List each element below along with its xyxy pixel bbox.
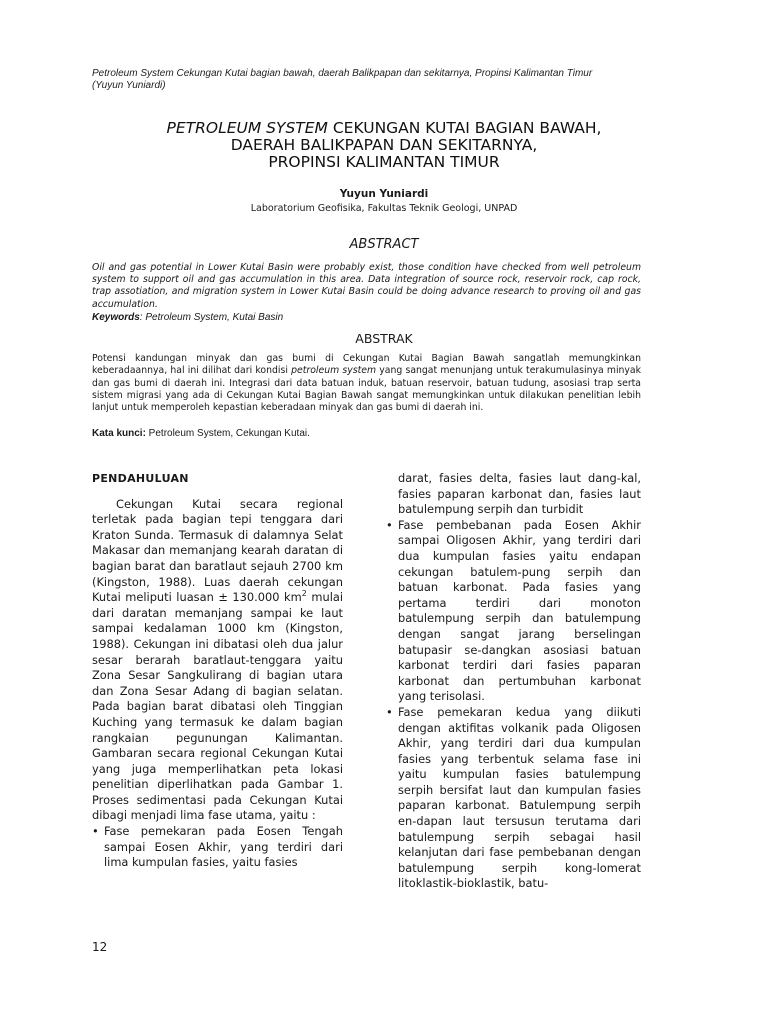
keywords-text: : Petroleum System, Kutai Basin [139,312,284,323]
abstract-text: Oil and gas potential in Lower Kutai Basin were probably exist, those condition have checked from well petroleum system to support oil and gas accumulation in this area. Data integration of source rock, reservoir rock, cap rock, trap assotiation, and migration system in Lower Kutai Basin could be doing advance research to proving oil and gas accumulation. [92,262,641,310]
bullet-1-continuation: darat, fasies delta, fasies laut dang-kal, fasies paparan karbonat dan, fasies laut batulempung serpih dan turbidit [398,471,641,517]
keywords-line [92,312,641,323]
keywords-label: Keywords [92,312,140,323]
abstrak-text [92,353,641,414]
abstrak-text-b: yang sangat menunjang untuk terakumulasinya minyak dan gas bumi di daerah ini. Integrasi dari data batuan induk, batuan reservoir, batuan tudung, asosiasi trap serta sistem migrasi yang ada di Cekungan Kutai Bagian Bawah sangat memungkinkan untuk dilakukan penelitian lebih lanjut untuk memperoleh kepastian keberadaan minyak dan gas bumi di daerah ini. [92,365,642,414]
bullet-icon: • [386,704,393,719]
bullet-item-3 [386,705,641,892]
running-header [92,68,692,92]
bullet-2-text: Fase pembebanan pada Eosen Akhir sampai Oligosen Akhir, yang terdiri dari dua kumpulan fasies yaitu endapan cekungan batulem-pung serpih dan batuan karbonat. Pada fasies yang pertama terdiri dari monoton batulempung serpih dan batulempung dengan sangat jarang berselingan batupasir se-dangkan asosiasi batuan karbonat terdiri dari fasies paparan karbonat dan pertumbuhan karbonat yang terisolasi. [398,517,641,704]
title-line2: DAERAH BALIKPAPAN DAN SEKITARNYA, [230,136,538,154]
left-column [92,471,343,871]
bullet-icon: • [386,517,393,532]
intro-paragraph [92,497,343,824]
kata-kunci-label: Kata kunci: [92,428,146,439]
intro-superscript: 2 [301,589,307,599]
running-header-line1: Petroleum System Cekungan Kutai bagian bawah, daerah Balikpapan dan sekitarnya, Propinsi Kalimantan Timur [92,68,593,79]
running-header-line2: (Yuyun Yuniardi) [92,80,166,91]
abstrak-heading: ABSTRAK [355,331,413,346]
paper-title [80,120,688,171]
abstrak-text-italic: petroleum system [291,365,377,377]
right-column [386,471,641,892]
intro-text-a: Cekungan Kutai secara regional terletak pada bagian tepi tenggara dari Kraton Sunda. Termasuk di dalamnya Selat Makasar dan memanjang kearah daratan di bagian barat dan baratlaut sejauh 2700 km (Kingston, 1988). Luas daerah cekungan Kutai meliputi luasan ± 130.000 km [92,496,343,605]
author-affiliation: Laboratorium Geofisika, Fakultas Teknik Geologi, UNPAD [250,203,518,214]
bullet-3-text: Fase pemekaran kedua yang diikuti dengan aktifitas volkanik pada Oligosen Akhir, yang terdiri dari dua kumpulan fasies yang terbentuk selama fase ini yaitu kumpulan fasies batulempung serpih bersifat laut dan kumpulan fasies paparan karbonat. Batulempung serpih en-dapan laut tersusun terutama dari batulempung serpih sebagai hasil kelanjutan dari fase pembebanan dengan batulempung serpih kong-lomerat litoklastik-bioklastik, batu- [398,704,641,891]
kata-kunci-text: Petroleum System, Cekungan Kutai. [145,428,310,439]
page-number: 12 [92,940,108,954]
bullet-item-2 [386,518,641,705]
abstrak-text-a: Potensi kandungan minyak dan gas bumi di Cekungan Kutai Bagian Bawah sangatlah memungkinkan keberadaannya, hal ini dilihat dari kondisi [92,353,641,377]
kata-kunci-line [92,428,641,439]
intro-text-b: mulai dari daratan memanjang sampai ke laut sampai kedalaman 1000 km (Kingston, 1988). Cekungan ini dibatasi oleh dua jalur sesar berarah baratlaut-tenggara yaitu Zona Sesar Sangkulirang di bagian utara dan Zona Sesar Adang di bagian selatan. Pada bagian barat dibatasi oleh Tinggian Kuching yang termasuk ke dalam bagian rangkaian pegunungan Kalimantan. Gambaran secara regional Cekungan Kutai yang juga memperlihatkan peta lokasi penelitian diperlihatkan pada Gambar 1. Proses sedimentasi pada Cekungan Kutai dibagi menjadi lima fase utama, yaitu : [92,590,344,823]
title-line3: PROPINSI KALIMANTAN TIMUR [268,153,500,171]
abstract-heading: ABSTRACT [349,237,419,252]
author-name: Yuyun Yuniardi [339,188,429,200]
section-heading-pendahuluan: PENDAHULUAN [92,472,189,485]
bullet-icon: • [92,824,99,839]
title-line1: CEKUNGAN KUTAI BAGIAN BAWAH, [327,119,602,137]
title-italic-part: PETROLEUM SYSTEM [166,119,328,137]
bullet-1-text: Fase pemekaran pada Eosen Tengah sampai Eosen Akhir, yang terdiri dari lima kumpulan fasies, yaitu fasies [104,824,343,870]
bullet-item-1 [92,824,343,871]
